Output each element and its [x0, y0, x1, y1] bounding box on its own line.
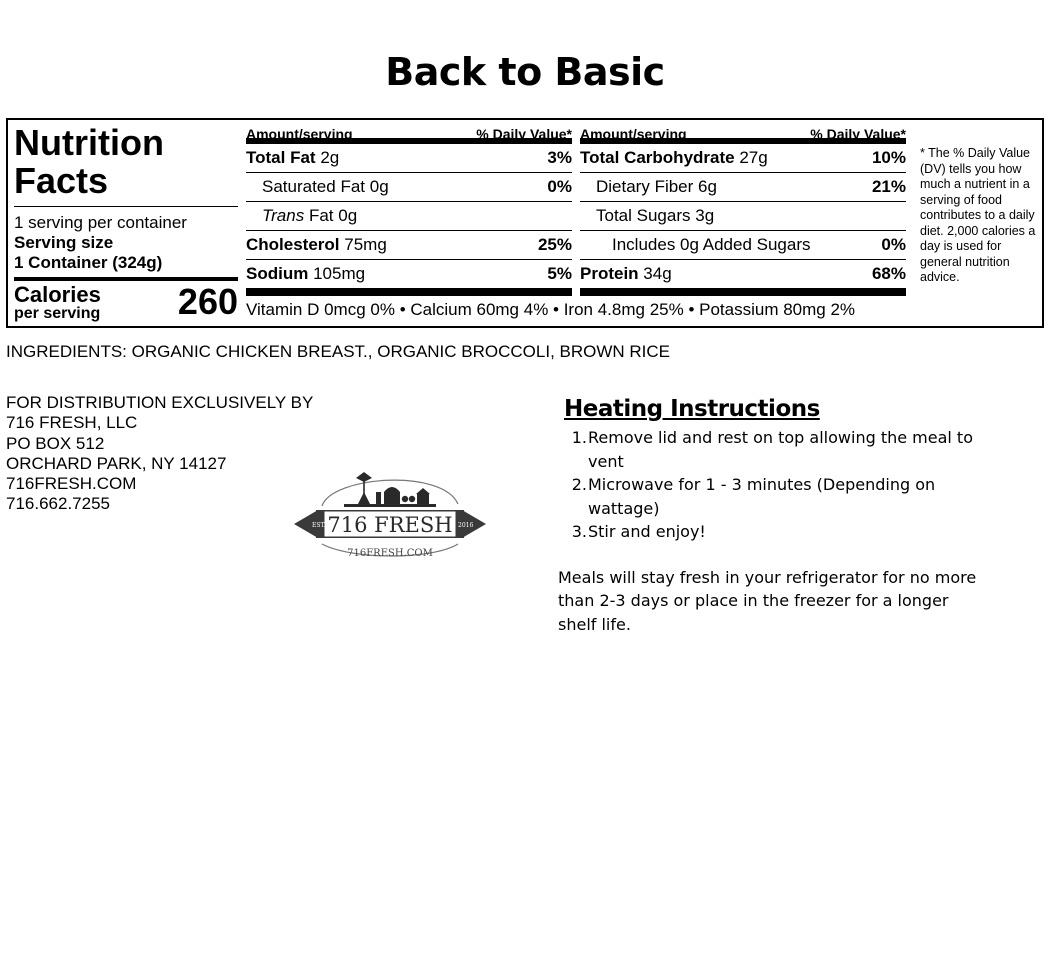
nutrient-column-right [580, 126, 906, 296]
divider [14, 206, 238, 207]
nutrient-amount: 27g [739, 148, 768, 167]
nutrition-facts-panel [6, 118, 1044, 328]
nutrient-row-dietary-fiber [580, 173, 906, 202]
logo-est-text: EST. [312, 522, 326, 529]
nutrient-column-left [246, 126, 572, 296]
servings-per-container: 1 serving per container [14, 213, 187, 232]
heating-instructions-title: Heating Instructions [564, 396, 820, 422]
nutrition-facts-title-line1: Nutrition [14, 122, 164, 163]
nutrient-amount: 0g [369, 177, 389, 196]
freshness-note: Meals will stay fresh in your refrigerator for no more than 2-3 days or place in the freezer for a longer shelf life. [558, 567, 977, 634]
nutrient-name: Total Fat [246, 148, 316, 167]
nutrient-row-protein [580, 260, 906, 289]
step-text: Remove lid and rest on top allowing the meal to vent [588, 428, 973, 471]
nutrient-amount: 0g [338, 206, 358, 225]
step-number: 1. [571, 428, 587, 447]
716-fresh-logo [292, 466, 488, 562]
nutrient-name: Total Sugars [596, 206, 691, 225]
step-text: Microwave for 1 - 3 minutes (Depending on wattage) [588, 475, 936, 518]
logo-url-text: 716FRESH.COM [347, 548, 433, 559]
page-title: Back to Basic [385, 50, 665, 94]
calories-sublabel: per serving [14, 305, 101, 322]
nutrient-amount: 75mg [344, 235, 387, 254]
nutrient-dv: 21% [871, 177, 906, 196]
nutrient-name: Protein [580, 264, 639, 283]
heating-instructions [558, 396, 978, 636]
column-header [246, 126, 572, 144]
calories-row [14, 281, 238, 327]
nutrient-amount: 34g [643, 264, 672, 283]
nutrient-row-trans-fat [246, 202, 572, 231]
nutrient-row-added-sugars [580, 231, 906, 260]
nutrient-amount: 6g [698, 177, 717, 196]
distributor-city: ORCHARD PARK, NY 14127 [6, 453, 227, 473]
nutrient-name: Total Carbohydrate [580, 148, 735, 167]
nutrition-facts-header [14, 124, 238, 327]
nutrient-row-total-fat [246, 144, 572, 173]
calories-label: Calories [14, 282, 101, 307]
step-number: 2. [571, 475, 587, 494]
serving-size-value: 1 Container (324g) [14, 253, 163, 272]
list-item [558, 473, 978, 520]
nutrient-name: Dietary Fiber [596, 177, 694, 196]
step-number: 3. [571, 522, 587, 541]
amount-header: Amount/serving [246, 126, 353, 142]
nutrient-amount: 2g [320, 148, 340, 167]
distributor-po-box: PO BOX 512 [6, 433, 105, 453]
nutrient-dv: 25% [537, 235, 572, 254]
distributor-website: 716FRESH.COM [6, 474, 137, 494]
column-header [580, 126, 906, 144]
logo-year-text: 2016 [458, 522, 474, 529]
nutrient-dv: 0% [547, 177, 572, 196]
serving-size-label: Serving size [14, 233, 114, 252]
heating-steps-list [558, 426, 978, 544]
nutrient-name: Sodium [246, 264, 309, 283]
nutrient-row-sodium [246, 260, 572, 289]
distributor-company: 716 FRESH, LLC [6, 413, 138, 433]
nutrient-name: Cholesterol [246, 235, 340, 254]
nutrient-name-italic: Trans [262, 206, 305, 225]
nutrient-name: Saturated Fat [262, 177, 366, 196]
calories-value: 260 [177, 281, 238, 322]
farm-silhouette-icon [344, 472, 436, 507]
distributor-phone: 716.662.7255 [6, 494, 110, 514]
nutrient-row-total-sugars [580, 202, 906, 231]
daily-value-header: % Daily Value* [476, 126, 572, 142]
nutrient-row-cholesterol [246, 231, 572, 260]
nutrient-dv: 0% [881, 235, 906, 254]
step-text: Stir and enjoy! [588, 522, 706, 541]
nutrient-row-saturated-fat [246, 173, 572, 202]
nutrient-name: Includes 0g Added Sugars [612, 235, 811, 254]
logo-brand-text: 716 FRESH [327, 513, 453, 537]
nutrient-row-total-carbohydrate [580, 144, 906, 173]
distributor-line: FOR DISTRIBUTION EXCLUSIVELY BY [6, 393, 314, 412]
amount-header: Amount/serving [580, 126, 687, 142]
list-item [558, 426, 978, 473]
nutrition-facts-title-line2: Facts [14, 160, 109, 201]
divider [246, 289, 572, 296]
nutrient-name: Fat [308, 206, 334, 225]
daily-value-header: % Daily Value* [810, 126, 906, 142]
nutrient-dv: 68% [871, 264, 906, 283]
nutrient-dv: 5% [547, 264, 572, 283]
daily-value-footnote: * The % Daily Value (DV) tells you how much a nutrient in a serving of food contributes to a daily diet. 2,000 calories a day is used for general nutrition advice. [920, 146, 1036, 284]
nutrient-dv: 3% [547, 148, 572, 167]
ingredients-list: INGREDIENTS: ORGANIC CHICKEN BREAST., ORGANIC BROCCOLI, BROWN RICE [6, 342, 671, 361]
vitamins-minerals-line: Vitamin D 0mcg 0% • Calcium 60mg 4% • Iron 4.8mg 25% • Potassium 80mg 2% [246, 300, 856, 319]
nutrient-amount: 3g [695, 206, 715, 225]
nutrient-amount: 105mg [313, 264, 366, 283]
distributor-info [6, 393, 313, 515]
divider [580, 289, 906, 296]
list-item [558, 520, 978, 544]
nutrient-dv: 10% [871, 148, 906, 167]
